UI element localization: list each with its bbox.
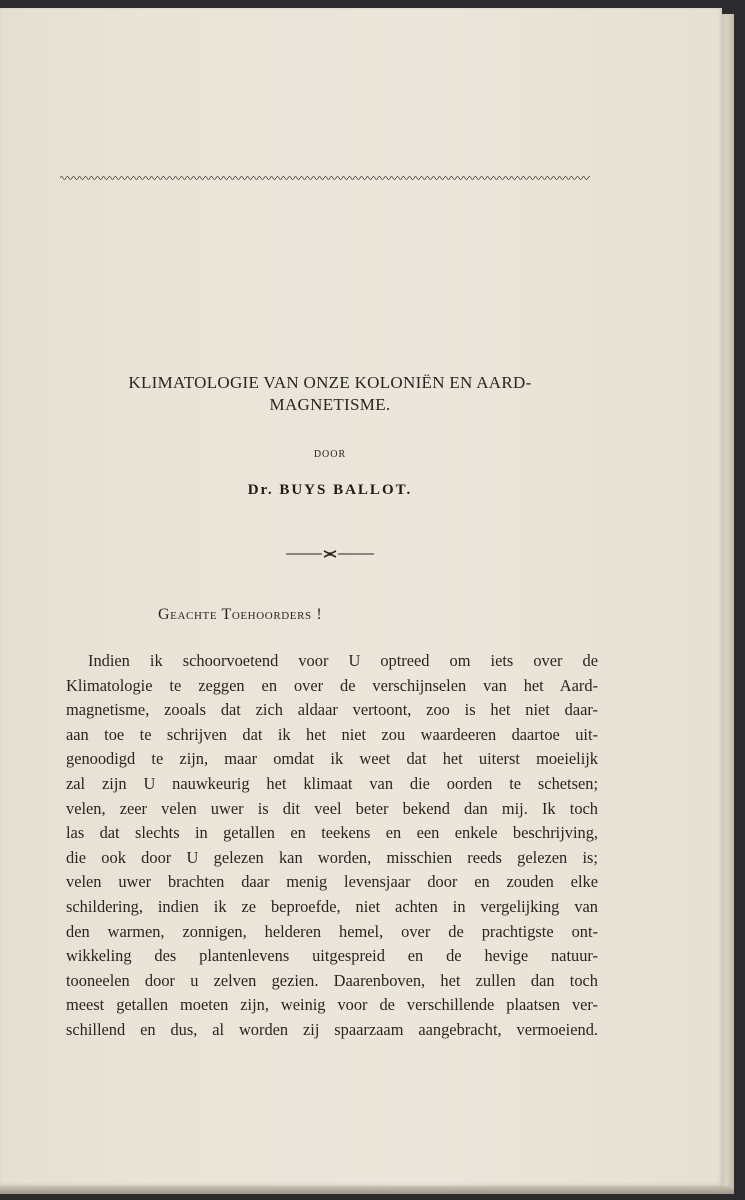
body-line: magnetisme, zooals dat zich aldaar vertoont, zoo is het niet daar- bbox=[66, 700, 598, 720]
salutation: Geachte Toehoorders ! bbox=[158, 606, 323, 623]
body-line: schillend en dus, al worden zij spaarzaam aangebracht, vermoeiend. bbox=[66, 1019, 598, 1039]
body-line: die ook door U gelezen kan worden, misschien reeds gelezen is; bbox=[66, 847, 598, 867]
title-line-2: MAGNETISME. bbox=[269, 395, 391, 414]
body-line: meest getallen moeten zijn, weinig voor de verschillende plaatsen ver- bbox=[66, 995, 598, 1015]
byline-label: DOOR bbox=[313, 449, 347, 460]
author-name: Dr. BUYS BALLOT. bbox=[247, 482, 413, 498]
ornamental-divider bbox=[286, 548, 374, 560]
body-line: aan toe te schrijven dat ik het niet zou waardeeren daartoe uit- bbox=[66, 724, 598, 744]
wavy-header-rule bbox=[60, 172, 590, 184]
body-line: schildering, indien ik ze beproefde, niet achten in vergelijking van bbox=[66, 896, 598, 916]
title-line-1: KLIMATOLOGIE VAN ONZE KOLONIËN EN AARD- bbox=[128, 373, 532, 392]
page-edge-right bbox=[722, 14, 734, 1186]
body-line: zal zijn U nauwkeurig het klimaat van die oorden te schetsen; bbox=[66, 773, 598, 793]
body-line: Klimatologie te zeggen en over de verschijnselen van het Aard- bbox=[66, 675, 598, 695]
body-line: wikkeling des plantenlevens uitgespreid en de hevige natuur- bbox=[66, 946, 598, 966]
body-line: las dat slechts in getallen en teekens en een enkele beschrijving, bbox=[66, 823, 598, 843]
body-line: velen, zeer velen uwer is dit veel beter bekend dan mij. Ik toch bbox=[66, 798, 598, 818]
body-line: velen uwer brachten daar menig levensjaar door en zouden elke bbox=[66, 872, 598, 892]
page-edge-bottom bbox=[0, 1186, 734, 1194]
body-line: genoodigd te zijn, maar omdat ik weet dat het uiterst moeielijk bbox=[66, 749, 598, 769]
body-paragraph bbox=[66, 649, 598, 1043]
article-title bbox=[60, 372, 600, 416]
body-line: Indien ik schoorvoetend voor U optreed om iets over de bbox=[88, 651, 598, 670]
body-line: tooneelen door u zelven gezien. Daarenboven, het zullen dan toch bbox=[66, 970, 598, 990]
body-line: den warmen, zonnigen, helderen hemel, over de prachtigste ont- bbox=[66, 921, 598, 941]
